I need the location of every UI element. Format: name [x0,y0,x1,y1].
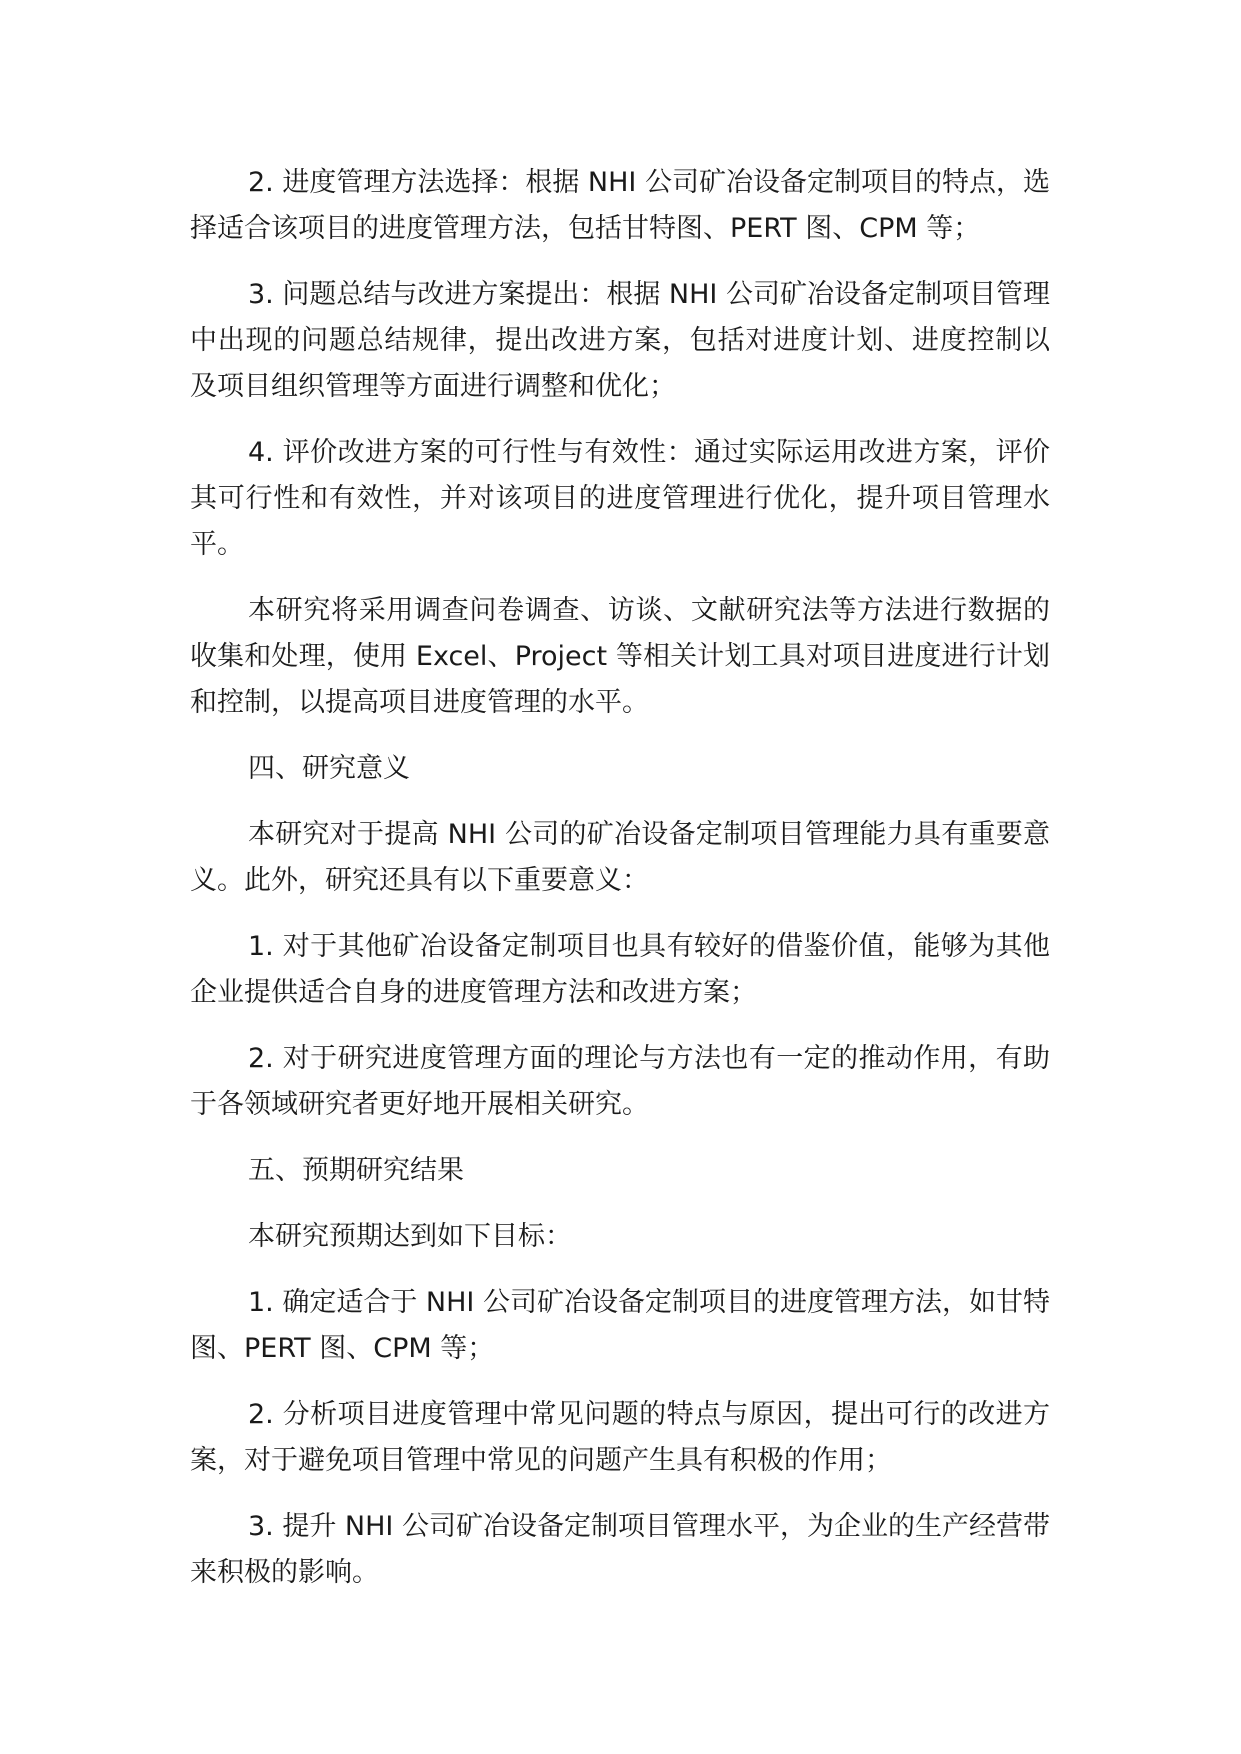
paragraph-method-selection: 2. 进度管理方法选择：根据 NHI 公司矿冶设备定制项目的特点，选择适合该项目的进度管理方法，包括甘特图、PERT 图、CPM 等； [190,167,1050,244]
paragraph-significance-2: 2. 对于研究进度管理方面的理论与方法也有一定的推动作用，有助于各领域研究者更好地开展相关研究。 [190,1043,1050,1120]
section-heading-expected-results: 五、预期研究结果 [248,1155,464,1186]
paragraph-research-methods: 本研究将采用调查问卷调查、访谈、文献研究法等方法进行数据的收集和处理，使用 Excel、Project 等相关计划工具对项目进度进行计划和控制，以提高项目进度管理的水平。 [190,595,1050,718]
paragraph-evaluation: 4. 评价改进方案的可行性与有效性：通过实际运用改进方案，评价其可行性和有效性，并对该项目的进度管理进行优化，提升项目管理水平。 [190,437,1050,560]
paragraph-significance-intro: 本研究对于提高 NHI 公司的矿冶设备定制项目管理能力具有重要意义。此外，研究还具有以下重要意义： [190,819,1050,896]
paragraph-significance-1: 1. 对于其他矿冶设备定制项目也具有较好的借鉴价值，能够为其他企业提供适合自身的进度管理方法和改进方案； [190,931,1050,1008]
paragraph-expected-intro: 本研究预期达到如下目标： [248,1221,572,1252]
paragraph-problem-summary: 3. 问题总结与改进方案提出：根据 NHI 公司矿冶设备定制项目管理中出现的问题总结规律，提出改进方案，包括对进度计划、进度控制以及项目组织管理等方面进行调整和优化； [190,279,1050,402]
paragraph-expected-2: 2. 分析项目进度管理中常见问题的特点与原因，提出可行的改进方案，对于避免项目管理中常见的问题产生具有积极的作用； [190,1399,1050,1476]
document-body [190,160,1050,1616]
section-heading-significance: 四、研究意义 [248,753,410,784]
paragraph-expected-1: 1. 确定适合于 NHI 公司矿冶设备定制项目的进度管理方法，如甘特图、PERT 图、CPM 等； [190,1287,1050,1364]
paragraph-expected-3: 3. 提升 NHI 公司矿冶设备定制项目管理水平，为企业的生产经营带来积极的影响。 [190,1511,1050,1588]
